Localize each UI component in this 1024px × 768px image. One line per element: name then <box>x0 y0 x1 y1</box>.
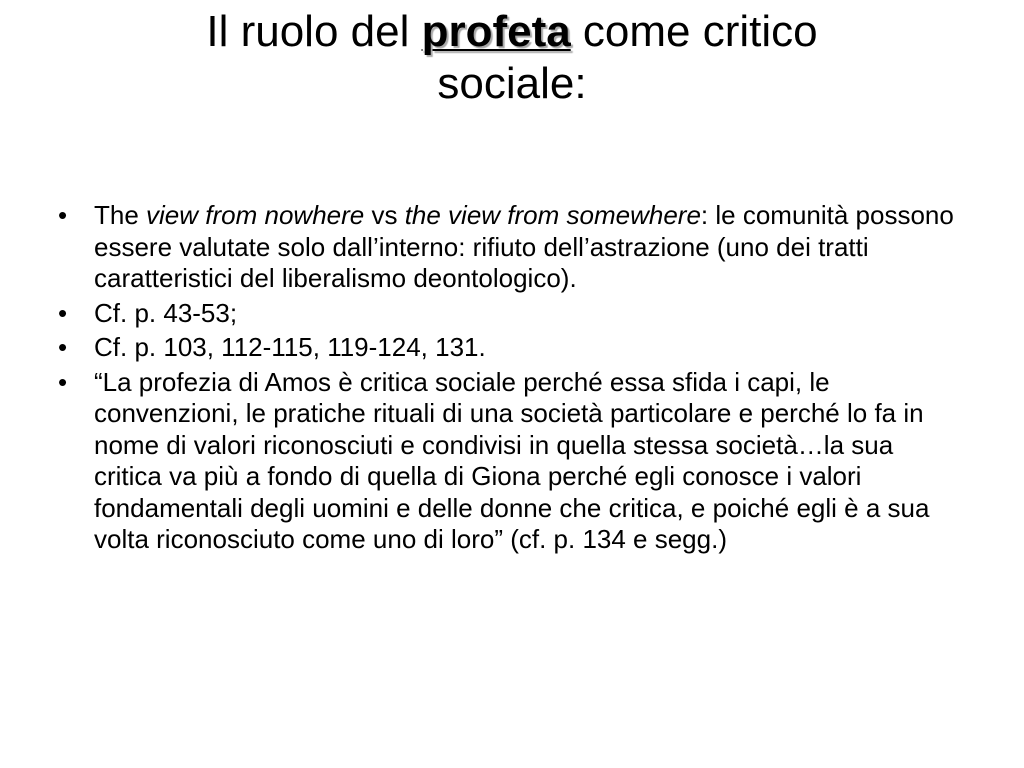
bullet-1-text-2: vs <box>364 200 405 230</box>
bullet-1-text-3: : le comunità possono essere valutate solo dall’interno: rifiuto dell’astrazione (uno dei tratti caratteristici del liberalismo deontologico). <box>94 200 954 293</box>
title-keyword: profeta <box>421 7 571 56</box>
title-text-after: come critico <box>570 7 818 56</box>
bullet-glyph: • <box>58 332 68 362</box>
bullet-1-italic-2: the view from somewhere <box>404 200 701 230</box>
bullet-2-text: Cf. p. 43-53; <box>94 297 238 328</box>
bullet-glyph: • <box>58 366 68 397</box>
bullet-1-italic-1: view from nowhere <box>146 200 365 230</box>
bullet-list <box>56 200 956 559</box>
bullet-4-text: “La profezia di Amos è critica sociale perché essa sfida i capi, le convenzioni, le pratiche rituali di una società particolare e perché lo fa in nome di valori riconosciuti e condivisi in quella stessa società…la sua critica va più a fondo di quella di Giona perché egli conosce i valori fondamentali degli uomini e delle donne che critica, e poiché egli è a sua volta riconosciuto come uno di loro” (cf. p. 134 e segg.) <box>94 366 930 554</box>
bullet-item-3 <box>56 332 956 364</box>
title-text-before: Il ruolo del <box>206 7 422 56</box>
bullet-item-4 <box>56 367 956 556</box>
title-line-2: sociale: <box>437 59 587 108</box>
bullet-item-2 <box>56 298 956 330</box>
bullet-3-text: Cf. p. 103, 112-115, 119-124, 131. <box>94 332 486 362</box>
bullet-glyph: • <box>58 297 68 328</box>
slide-title <box>60 6 964 110</box>
bullet-glyph: • <box>58 200 68 230</box>
bullet-item-1 <box>56 200 956 295</box>
bullet-1-text: The <box>94 200 147 230</box>
